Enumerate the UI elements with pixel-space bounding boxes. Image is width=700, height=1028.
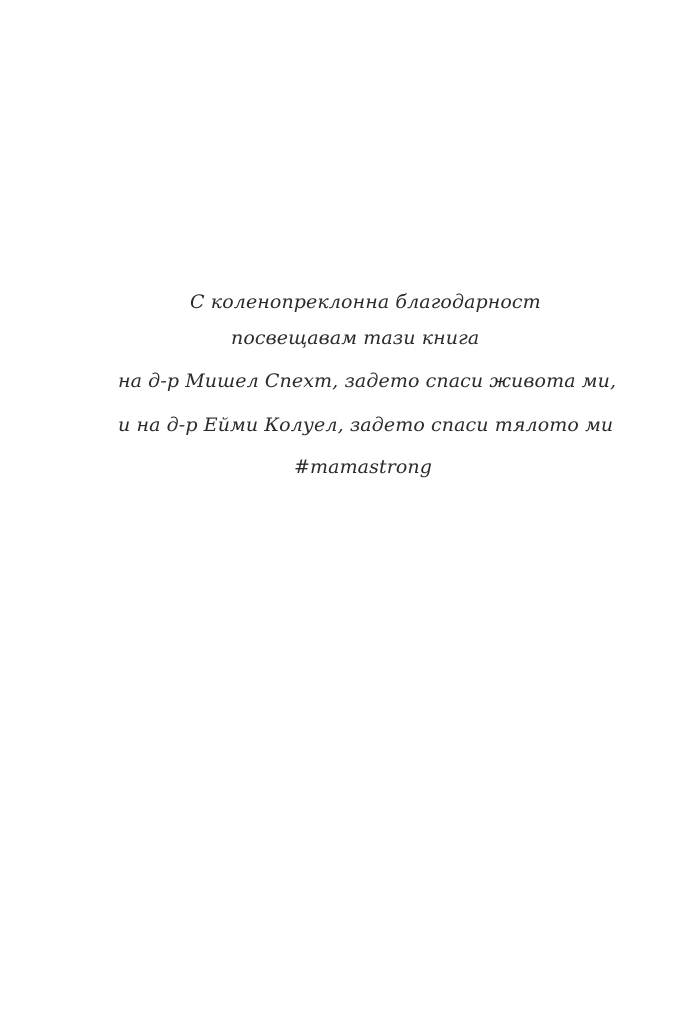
dedication-line-3: на д-р Мишел Спехт, задето спаси живота ми, (118, 370, 617, 392)
dedication-line-2: посвещавам тази книга (231, 327, 480, 349)
dedication-line-1: С коленопреклонна благодарност (190, 291, 541, 313)
dedication-hashtag: #mamastrong (294, 456, 433, 478)
dedication-line-4: и на д-р Ейми Колуел, задето спаси тялото ми (118, 414, 614, 436)
